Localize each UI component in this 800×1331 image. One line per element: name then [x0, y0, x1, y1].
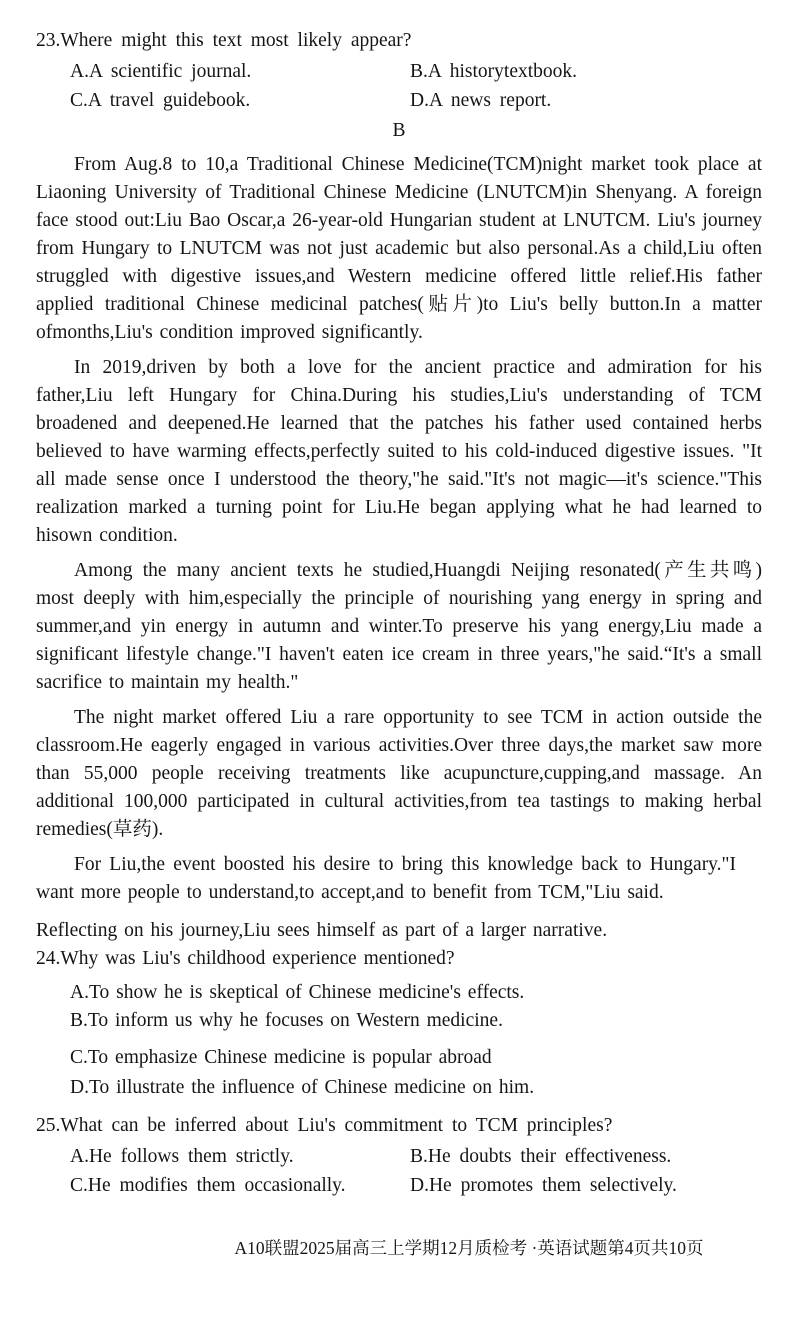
q24-option-a-b: A.To show he is skeptical of Chinese medicine's effects. B.To inform us why he focuses on Western medicine. — [70, 982, 525, 1031]
question-23-options — [36, 57, 762, 115]
q25-option-a: A.He follows them strictly. — [70, 1146, 294, 1167]
question-23-text: 23.Where might this text most likely appear? — [36, 30, 412, 51]
passage-paragraph-1: From Aug.8 to 10,a Traditional Chinese Medicine(TCM)night market took place at Liaoning University of Traditional Chinese Medicine (LNUTCM)in Shenyang. A foreign face stood out:Liu Bao Oscar,a 26-year-old Hungarian student at LNUTCM. Liu's journey from Hungary to LNUTCM was not just academic but also personal.As a child,Liu often struggled with digestive issues,and Western medicine offered little relief.His father applied traditional Chinese medicinal patches(贴片)to Liu's belly button.In a matter ofmonths,Liu's condition improved significantly. — [36, 154, 762, 343]
question-25-options — [36, 1142, 762, 1200]
q25-option-d: D.He promotes them selectively. — [410, 1175, 677, 1196]
section-b-heading: B — [392, 120, 406, 141]
passage-paragraph-5: For Liu,the event boosted his desire to bring this knowledge back to Hungary."I want more people to understand,to accept,and to benefit from TCM,"Liu said. — [36, 854, 736, 903]
reading-passage — [36, 151, 762, 907]
q25-option-b: B.He doubts their effectiveness. — [410, 1146, 672, 1167]
question-23 — [36, 28, 762, 115]
q23-option-d: D.A news report. — [410, 90, 552, 111]
passage-paragraph-4: The night market offered Liu a rare opportunity to see TCM in action outside the classroom.He eagerly engaged in various activities.Over three days,the market saw more than 55,000 people receiving treatments like acupuncture,cupping,and massage. An additional 100,000 participated in cultural activities,from tea tastings to making herbal remedies(草药). — [36, 707, 762, 840]
q24-option-d: D.To illustrate the influence of Chinese medicine on him. — [70, 1077, 535, 1098]
q23-option-c: C.A travel guidebook. — [70, 90, 251, 111]
passage-paragraph-2: In 2019,driven by both a love for the ancient practice and admiration for his father,Liu left Hungary for China.During his studies,Liu's understanding of TCM broadened and deepened.He learned that the patches his father used contained herbs believed to have warming effects,perfectly suited to his cold-induced digestive issues. "It all made sense once I understood the theory,"he said."It's not magic—it's science."This realization marked a turning point for Liu.He began applying what he had learned to hisown condition. — [36, 357, 762, 546]
question-25 — [36, 1113, 762, 1200]
page-footer: A10联盟2025届高三上学期12月质检考 ·英语试题第4页共10页 — [234, 1238, 704, 1258]
passage-paragraph-3: Among the many ancient texts he studied,Huangdi Neijing resonated(产生共鸣) most deeply with him,especially the principle of nourishing yang energy in spring and summer,and yin energy in autumn and winter.To preserve his yang energy,Liu made a significant lifestyle change."I haven't eaten ice cream in three years,"he said.“It's a small sacrifice to maintain my health." — [36, 560, 762, 693]
question-24-options — [36, 979, 762, 1102]
q23-option-b: B.A historytextbook. — [410, 61, 578, 82]
question-24-text: Reflecting on his journey,Liu sees himself as part of a larger narrative. 24.Why was Liu's childhood experience mentioned? — [36, 920, 608, 969]
q24-option-c: C.To emphasize Chinese medicine is popular abroad — [70, 1047, 492, 1068]
q23-option-a: A.A scientific journal. — [70, 61, 252, 82]
q25-option-c: C.He modifies them occasionally. — [70, 1175, 346, 1196]
question-25-text: 25.What can be inferred about Liu's commitment to TCM principles? — [36, 1115, 613, 1136]
